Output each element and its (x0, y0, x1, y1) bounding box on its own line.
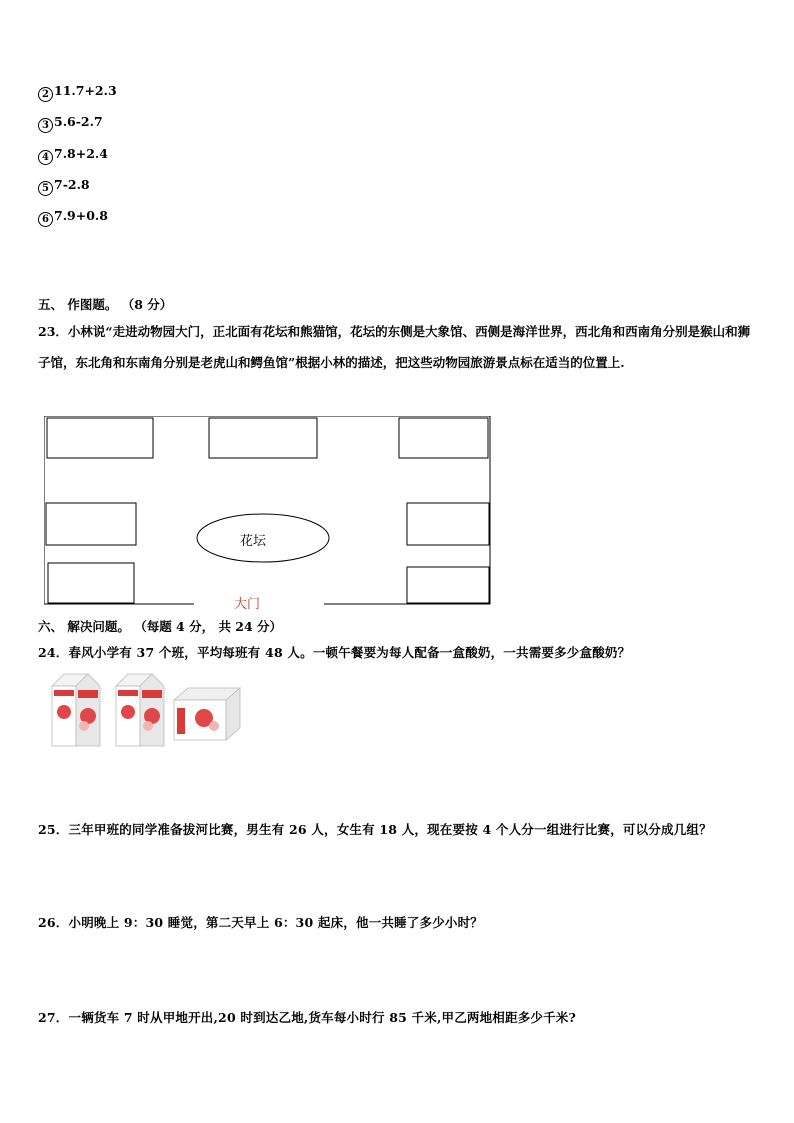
zoo-map (44, 416, 492, 612)
calc-expression: 11.7+2.3 (54, 83, 117, 98)
gate-label: 大门 (233, 597, 260, 612)
yogurt-carton-icon (174, 688, 240, 740)
question-23: 23．小林说“走进动物园大门，正北面有花坛和熊猫馆，花坛的东侧是大象馆、西侧是海洋世界，西北角和西南角分别是猴山和狮子馆，东北角和东南角分别是老虎山和鳄鱼馆”根据小林的描述，把这些动物园旅游景点标在适当的位置上. (38, 324, 751, 370)
map-box-southwest (48, 563, 134, 603)
yogurt-carton-icon (52, 674, 100, 746)
circled-number: 3 (38, 118, 53, 133)
section-5-heading: 五、 作图题。 （8 分） (38, 297, 173, 312)
question-25: 25．三年甲班的同学准备拔河比赛，男生有 26 人，女生有 18 人，现在要按 4 个人分一组进行比赛，可以分成几组？ (38, 822, 712, 837)
calc-expression: 7-2.8 (54, 177, 90, 192)
zoo-map-drawing (44, 416, 492, 605)
map-box-north (209, 418, 317, 458)
calc-item-3 (38, 114, 103, 133)
question-27: 27．一辆货车 7 时从甲地开出,20 时到达乙地,货车每小时行 85 千米,甲乙两地相距多少千米? (38, 1010, 577, 1025)
circled-number: 5 (38, 181, 53, 196)
circled-number: 2 (38, 87, 53, 102)
calc-item-6 (38, 208, 108, 227)
circled-number: 4 (38, 150, 53, 165)
calc-item-2 (38, 83, 117, 102)
calc-expression: 5.6-2.7 (54, 114, 103, 129)
map-box-northeast (399, 418, 488, 458)
circled-number: 6 (38, 212, 53, 227)
calc-item-5 (38, 177, 90, 196)
yogurt-cartons-illustration (48, 672, 248, 750)
map-box-northwest (47, 418, 153, 458)
flower-bed-label: 花坛 (239, 534, 266, 549)
question-26: 26．小明晚上 9：30 睡觉，第二天早上 6：30 起床，他一共睡了多少小时？ (38, 915, 483, 930)
map-box-southeast (407, 567, 489, 603)
map-box-west (46, 503, 136, 545)
section-6-heading: 六、 解决问题。 （每题 4 分， 共 24 分） (38, 619, 283, 634)
yogurt-carton-icon (116, 674, 164, 746)
map-box-east (407, 503, 489, 545)
calc-item-4 (38, 146, 108, 165)
question-24: 24．春风小学有 37 个班，平均每班有 48 人。一顿午餐要为每人配备一盒酸奶，一共需要多少盒酸奶？ (38, 645, 631, 660)
calc-expression: 7.9+0.8 (54, 208, 108, 223)
calc-expression: 7.8+2.4 (54, 146, 108, 161)
